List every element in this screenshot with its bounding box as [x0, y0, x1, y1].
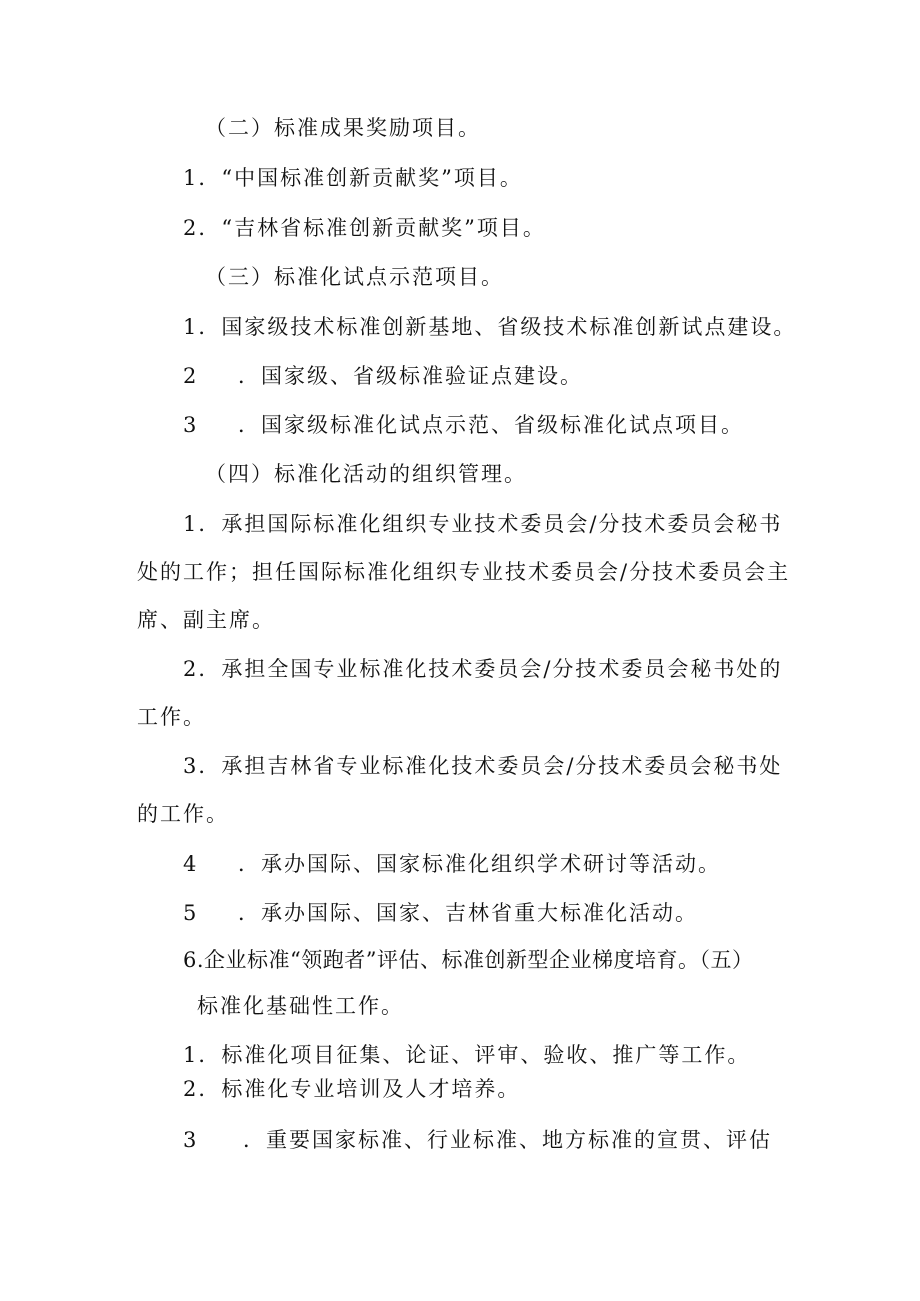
paragraph-line: 1．“中国标准创新贡献奖”项目。	[183, 166, 523, 190]
paragraph-line: ．国家级标准化试点示范、省级标准化试点项目。	[238, 413, 744, 437]
paragraph-line: 处的工作；担任国际标准化组织专业技术委员会/分技术委员会主	[137, 560, 791, 584]
section-heading-4: （四）标准化活动的组织管理。	[205, 462, 527, 486]
paragraph-line: 的工作。	[137, 802, 229, 826]
list-number: 3	[183, 413, 199, 437]
list-number: 2	[183, 364, 199, 388]
paragraph-line: 标准化基础性工作。	[197, 994, 404, 1018]
paragraph-line: 3．承担吉林省专业标准化技术委员会/分技术委员会秘书处	[183, 754, 783, 778]
paragraph-line: 1．标准化项目征集、论证、评审、验收、推广等工作。	[183, 1043, 751, 1067]
paragraph-line: ．承办国际、国家、吉林省重大标准化活动。	[238, 901, 698, 925]
paragraph-line: 席、副主席。	[137, 608, 275, 632]
paragraph-line: ．国家级、省级标准验证点建设。	[238, 364, 583, 388]
list-number: 5	[183, 901, 199, 925]
paragraph-line: 1．国家级技术标准创新基地、省级技术标准创新试点建设。	[183, 315, 797, 339]
paragraph-line: ．重要国家标准、行业标准、地方标准的宣贯、评估	[243, 1128, 772, 1152]
paragraph-line: 1．承担国际标准化组织专业技术委员会/分技术委员会秘书	[183, 512, 783, 536]
paragraph-line: 2．标准化专业培训及人才培养。	[183, 1077, 521, 1101]
paragraph-line: 2．承担全国专业标准化技术委员会/分技术委员会秘书处的	[183, 657, 783, 681]
section-heading-3: （三）标准化试点示范项目。	[205, 265, 504, 289]
paragraph-line: ．承办国际、国家标准化组织学术研讨等活动。	[238, 852, 721, 876]
list-number: 3	[183, 1128, 199, 1152]
paragraph-line: 2．“吉林省标准创新贡献奖”项目。	[183, 216, 546, 240]
paragraph-line: 6.企业标准“领跑者”评估、标准创新型企业梯度培育。（五）	[183, 948, 754, 972]
paragraph-line: 工作。	[137, 705, 206, 729]
section-heading-2: （二）标准成果奖励项目。	[205, 116, 481, 140]
list-number: 4	[183, 852, 199, 876]
